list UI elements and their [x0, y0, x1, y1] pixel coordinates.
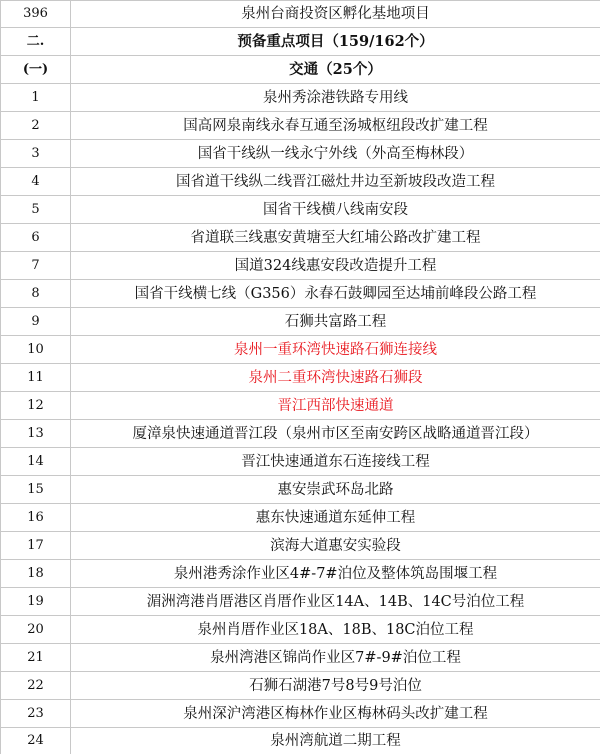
project-name-cell: 泉州台商投资区孵化基地项目: [71, 1, 600, 28]
row-number-cell: 13: [1, 420, 71, 448]
table-row: [1, 560, 600, 588]
table-row: [1, 476, 600, 504]
table-row: [1, 168, 600, 196]
project-name-cell: 泉州港秀涂作业区4#-7#泊位及整体筑岛围堰工程: [71, 560, 600, 588]
table-row: [1, 588, 600, 616]
table-row: [1, 392, 600, 420]
project-name-cell: 晋江西部快速通道: [71, 392, 600, 420]
project-name-cell: 泉州深沪湾港区梅林作业区梅林码头改扩建工程: [71, 700, 600, 728]
row-number-cell: 9: [1, 308, 71, 336]
table-row: [1, 28, 600, 56]
project-name-cell: 石狮石湖港7号8号9号泊位: [71, 672, 600, 700]
row-number-cell: 8: [1, 280, 71, 308]
project-name-cell: 交通（25个）: [71, 56, 600, 84]
table-row: [1, 616, 600, 644]
table-row: [1, 644, 600, 672]
project-name-cell: 泉州秀涂港铁路专用线: [71, 84, 600, 112]
table-row: [1, 308, 600, 336]
project-name-cell: 泉州肖厝作业区18A、18B、18C泊位工程: [71, 616, 600, 644]
row-number-cell: 21: [1, 644, 71, 672]
table-row: [1, 112, 600, 140]
project-name-cell: 惠东快速通道东延伸工程: [71, 504, 600, 532]
row-number-cell: 4: [1, 168, 71, 196]
row-number-cell: 2: [1, 112, 71, 140]
row-number-cell: 10: [1, 336, 71, 364]
row-number-cell: 24: [1, 728, 71, 754]
project-name-cell: 省道联三线惠安黄塘至大红埔公路改扩建工程: [71, 224, 600, 252]
table-row: [1, 140, 600, 168]
project-name-cell: 国省道干线纵二线晋江磁灶井边至新坡段改造工程: [71, 168, 600, 196]
table-row: [1, 420, 600, 448]
row-number-cell: 二.: [1, 28, 71, 56]
project-name-cell: 国省干线纵一线永宁外线（外高至梅林段）: [71, 140, 600, 168]
row-number-cell: 15: [1, 476, 71, 504]
project-name-cell: 湄洲湾港肖厝港区肖厝作业区14A、14B、14C号泊位工程: [71, 588, 600, 616]
table-row: [1, 700, 600, 728]
row-number-cell: 1: [1, 84, 71, 112]
table-row: [1, 532, 600, 560]
row-number-cell: 22: [1, 672, 71, 700]
table-row: [1, 364, 600, 392]
table-row: [1, 224, 600, 252]
row-number-cell: 23: [1, 700, 71, 728]
row-number-cell: 6: [1, 224, 71, 252]
project-name-cell: 石狮共富路工程: [71, 308, 600, 336]
row-number-cell: 19: [1, 588, 71, 616]
project-name-cell: 预备重点项目（159/162个）: [71, 28, 600, 56]
table-row: [1, 728, 600, 754]
table-row: [1, 504, 600, 532]
row-number-cell: 20: [1, 616, 71, 644]
row-number-cell: 396: [1, 1, 71, 28]
table-row: [1, 196, 600, 224]
project-name-cell: 国道324线惠安段改造提升工程: [71, 252, 600, 280]
row-number-cell: 7: [1, 252, 71, 280]
table-row: [1, 252, 600, 280]
table-row: [1, 672, 600, 700]
project-name-cell: 泉州二重环湾快速路石狮段: [71, 364, 600, 392]
row-number-cell: 14: [1, 448, 71, 476]
row-number-cell: 3: [1, 140, 71, 168]
table-row: [1, 280, 600, 308]
project-name-cell: 惠安崇武环岛北路: [71, 476, 600, 504]
project-name-cell: 国省干线横七线（G356）永春石鼓卿园至达埔前峰段公路工程: [71, 280, 600, 308]
row-number-cell: (一): [1, 56, 71, 84]
row-number-cell: 16: [1, 504, 71, 532]
table-row: [1, 1, 600, 28]
row-number-cell: 18: [1, 560, 71, 588]
project-name-cell: 泉州一重环湾快速路石狮连接线: [71, 336, 600, 364]
row-number-cell: 12: [1, 392, 71, 420]
table-row: [1, 84, 600, 112]
row-number-cell: 5: [1, 196, 71, 224]
row-number-cell: 17: [1, 532, 71, 560]
project-table-body: [1, 1, 600, 754]
project-name-cell: 厦漳泉快速通道晋江段（泉州市区至南安跨区战略通道晋江段）: [71, 420, 600, 448]
project-name-cell: 滨海大道惠安实验段: [71, 532, 600, 560]
project-name-cell: 泉州湾航道二期工程: [71, 728, 600, 754]
table-row: [1, 336, 600, 364]
table-row: [1, 448, 600, 476]
project-name-cell: 国省干线横八线南安段: [71, 196, 600, 224]
row-number-cell: 11: [1, 364, 71, 392]
table-row: [1, 56, 600, 84]
project-name-cell: 晋江快速通道东石连接线工程: [71, 448, 600, 476]
project-name-cell: 泉州湾港区锦尚作业区7#-9#泊位工程: [71, 644, 600, 672]
project-name-cell: 国高网泉南线永春互通至汤城枢纽段改扩建工程: [71, 112, 600, 140]
